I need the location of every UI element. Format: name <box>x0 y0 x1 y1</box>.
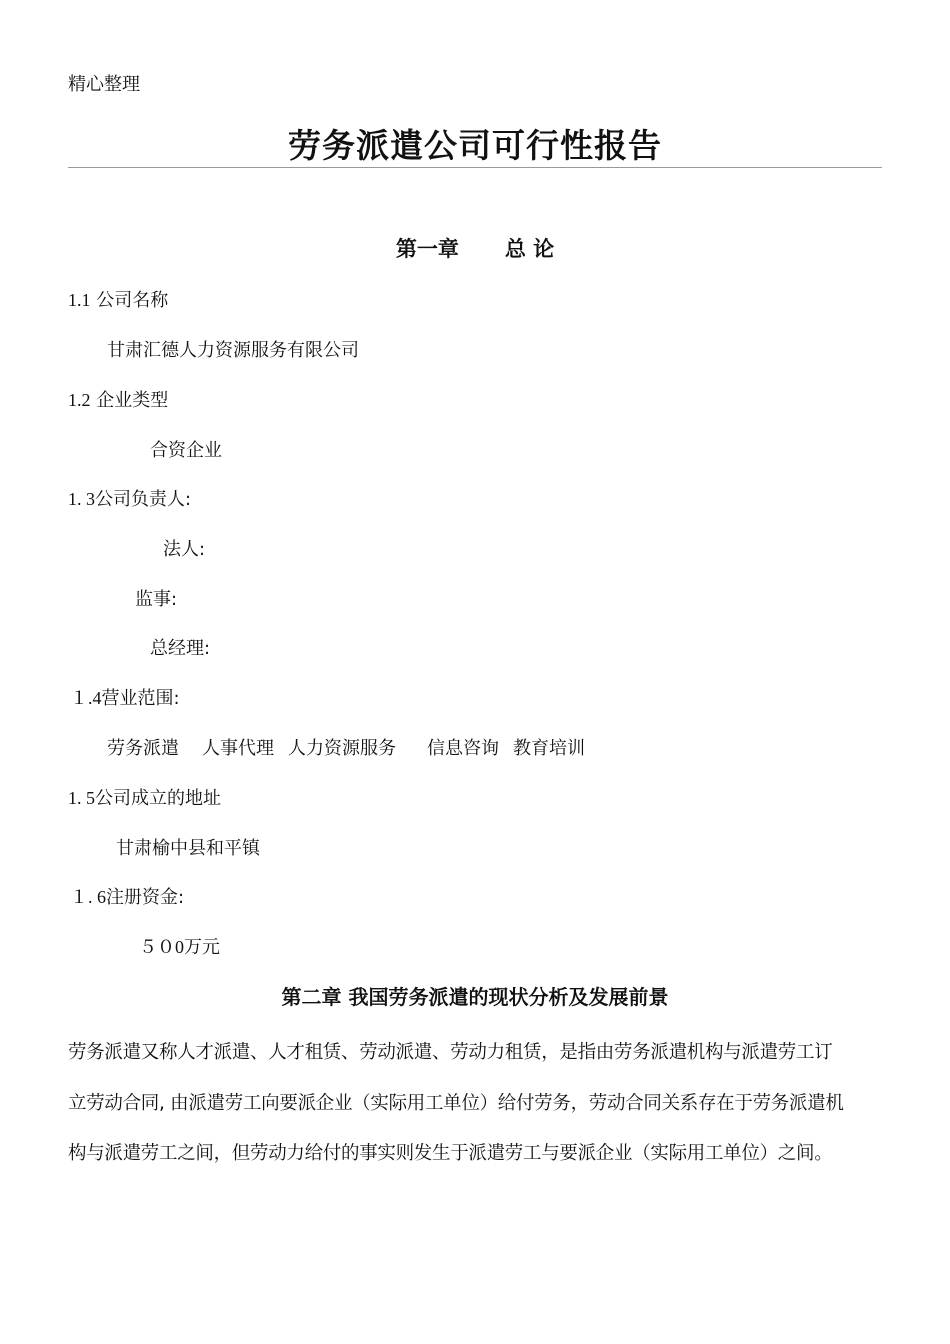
section-1-1-heading <box>68 286 168 312</box>
section-number: 1.2 <box>68 390 91 410</box>
role-supervisor: 监事: <box>135 589 178 610</box>
section-label: 营业范围: <box>101 688 180 709</box>
chapter-1-title: 总 论 <box>504 237 555 261</box>
section-1-6-heading <box>70 883 184 909</box>
section-label: 公司名称 <box>96 290 169 311</box>
capital-amount: ５０0 <box>139 937 184 957</box>
scope-item: 信息咨询 <box>427 738 499 759</box>
chapter-1-label: 第一章 <box>395 237 459 261</box>
chapter-2-paragraph <box>68 1028 882 1180</box>
section-label: 注册资金: <box>106 887 185 908</box>
company-address-value: 甘肃榆中县和平镇 <box>116 838 260 859</box>
section-1-2-heading <box>68 386 168 412</box>
role-general-manager: 总经理: <box>150 638 211 659</box>
paragraph-line: 构与派遣劳工之间，但劳动力给付的事实则发生于派遣劳工与要派企业（实际用工单位）之间。 <box>68 1143 833 1164</box>
document-title: 劳务派遣公司可行性报告 <box>288 126 662 165</box>
scope-item: 劳务派遣 <box>107 738 179 759</box>
section-1-3-heading <box>68 485 191 511</box>
section-label: 企业类型 <box>96 390 169 411</box>
section-number: １. 6 <box>70 887 106 907</box>
paragraph-line: 劳务派遣又称人才派遣、人才租赁、劳动派遣、劳动力租赁，是指由劳务派遣机构与派遣劳工订 <box>68 1042 833 1063</box>
section-number: 1. 3 <box>68 489 95 509</box>
company-type-value: 合资企业 <box>150 440 222 461</box>
section-number: 1. 5 <box>68 788 95 808</box>
section-1-4-heading <box>70 684 180 710</box>
title-divider <box>68 167 882 168</box>
section-number: 1.1 <box>68 290 91 310</box>
section-1-5-heading <box>68 784 221 810</box>
chapter-1-heading <box>0 233 950 263</box>
company-name-value: 甘肃汇德人力资源服务有限公司 <box>107 340 359 361</box>
scope-item: 教育培训 <box>513 738 585 759</box>
section-label: 公司成立的地址 <box>95 788 221 809</box>
section-label: 公司负责人: <box>95 489 192 510</box>
section-number: １.4 <box>70 688 102 708</box>
chapter-2-heading: 第二章 我国劳务派遣的现状分析及发展前景 <box>281 985 669 1009</box>
capital-unit: 万元 <box>184 937 220 958</box>
header-label: 精心整理 <box>68 74 140 95</box>
paragraph-line: 立劳动合同, 由派遣劳工向要派企业（实际用工单位）给付劳务，劳动合同关系存在于劳务派遣机 <box>68 1092 844 1114</box>
role-legal-person: 法人: <box>163 539 206 560</box>
scope-item: 人力资源服务 <box>288 738 396 759</box>
scope-item: 人事代理 <box>202 738 274 759</box>
registered-capital-value <box>139 933 220 959</box>
